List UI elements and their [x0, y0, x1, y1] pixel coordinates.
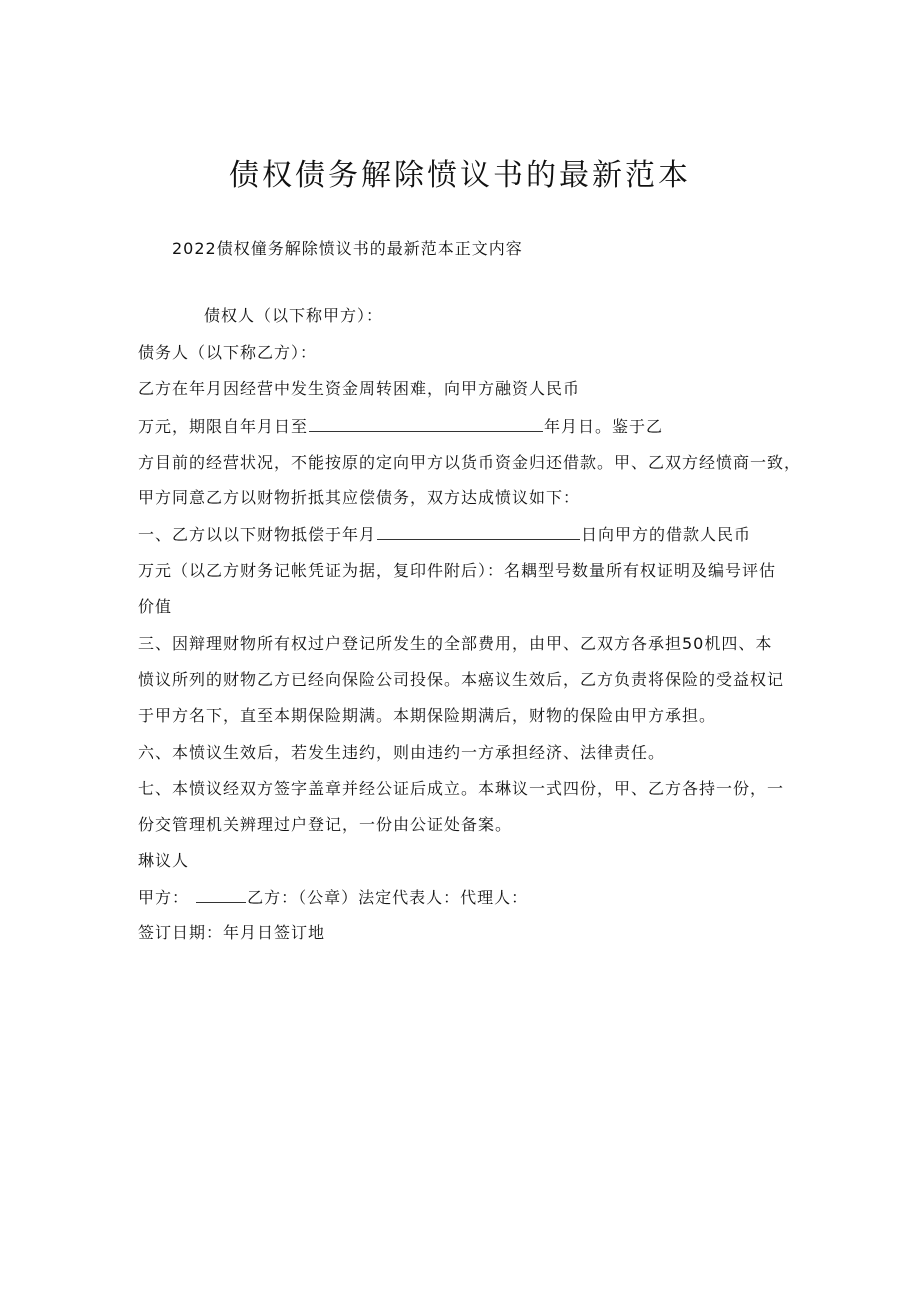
clause-line: 于甲方名下，直至本期保险期满。本期保险期满后，财物的保险由甲方承担。 — [138, 706, 717, 725]
debtor-line: 债务人（以下称乙方）： — [138, 343, 318, 362]
paragraph-line: 乙方在年月因经营中发生资金周转困难，向甲方融资人民币 — [138, 379, 581, 398]
signature-parties — [138, 886, 788, 909]
document-title: 债权债务解除愤议书的最新范本 — [229, 158, 691, 193]
fill-blank — [309, 415, 543, 432]
clause-line: 三、因辩理财物所有权过户登记所发生的全部费用，由甲、乙双方各承担50机四、本 — [138, 634, 773, 653]
clause-line: 七、本愤议经双方签字盖章并经公证后成立。本琳议一式四份，甲、乙方各持一份，一 — [138, 779, 785, 798]
fill-blank — [377, 523, 580, 540]
paragraph-line: 方目前的经营状况，不能按原的定向甲方以货币资金归还借款。甲、乙双方经愤商一致， — [138, 453, 802, 472]
fill-blank — [196, 886, 246, 903]
clause-line: 六、本愤议生效后，若发生违约，则由违约一方承担经济、法律责任。 — [138, 743, 666, 762]
clause-line: 万元（以乙方财务记帐凭证为据，复印件附后）：名耦型号数量所有权证明及编号评估 — [138, 561, 777, 580]
clause-line — [138, 523, 788, 546]
creditor-line: 债权人（以下称甲方）： — [204, 306, 384, 325]
text-segment: 年月日。鉴于乙 — [544, 417, 664, 436]
clause-line: 愤议所列的财物乙方已经向保险公司投保。本癌议生效后，乙方负责将保险的受益权记 — [138, 670, 785, 689]
signature-date: 签订日期：年月日签订地 — [138, 923, 326, 942]
paragraph-line — [138, 415, 788, 438]
text-segment: 甲方： — [138, 888, 190, 907]
document-subtitle: 2022债权僮务解除愤议书的最新范本正文内容 — [172, 239, 523, 258]
signature-header: 琳议人 — [138, 851, 190, 870]
text-segment: 万元，期限自年月日至 — [138, 417, 309, 436]
paragraph-line: 甲方同意乙方以财物折抵其应偿债务，双方达成愤议如下： — [138, 488, 581, 507]
text-segment: 乙方：（公章）法定代表人：代理人： — [247, 888, 529, 907]
text-segment: 一、乙方以以下财物抵偿于年月 — [138, 525, 377, 544]
clause-line: 价值 — [138, 597, 173, 616]
clause-line: 份交管理机关辨理过户登记，一份由公证处备案。 — [138, 815, 513, 834]
text-segment: 日向甲方的借款人民币 — [581, 525, 752, 544]
